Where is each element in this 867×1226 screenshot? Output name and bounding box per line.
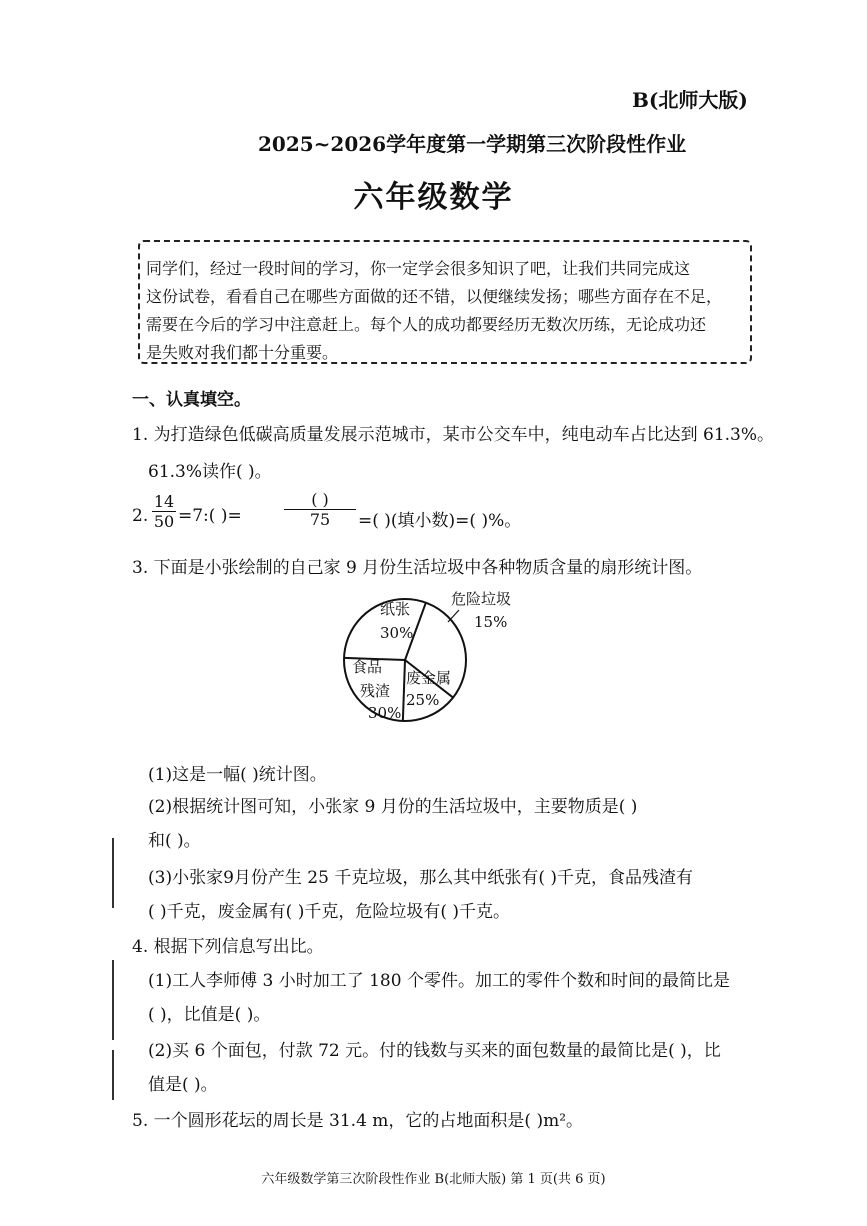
q4-sub1-line2: ( )，比值是( )。 [148, 1005, 271, 1025]
q1-line2: 61.3%读作( )。 [148, 462, 272, 482]
margin-mark [112, 960, 114, 1040]
q1-line1: 1. 为打造绿色低碳高质量发展示范城市，某市公交车中，纯电动车占比达到 61.3%。 [132, 425, 775, 445]
pie-label-paper-value: 30% [380, 624, 414, 642]
pie-label-metal: 废金属 [406, 669, 452, 687]
margin-mark [112, 838, 114, 908]
q2-fraction-1 [152, 492, 176, 531]
intro-line-1: 同学们，经过一段时间的学习，你一定学会很多知识了吧，让我们共同完成这 [146, 259, 691, 278]
q2-fraction-2 [284, 490, 356, 529]
intro-line-2: 这份试卷，看看自己在哪些方面做的还不错，以便继续发扬；哪些方面存在不足， [146, 287, 723, 306]
q4-stem: 4. 根据下列信息写出比。 [132, 937, 324, 957]
q2-frac1-denominator: 50 [153, 512, 175, 531]
pie-label-food-2: 残渣 [360, 682, 391, 700]
pie-label-food: 食品 [352, 658, 383, 676]
pie-label-food-value: 30% [368, 704, 402, 722]
q2-part2: =( )(填小数)=( )%。 [358, 511, 522, 531]
q2-part1: =7:( )= [178, 506, 242, 526]
q2-number: 2. [132, 506, 149, 526]
pie-label-hazard-value: 15% [474, 613, 508, 631]
pie-label-paper: 纸张 [380, 600, 411, 618]
page-footer: 六年级数学第三次阶段性作业 B(北师大版) 第 1 页(共 6 页) [261, 1172, 606, 1187]
q4-sub2-line1: (2)买 6 个面包，付款 72 元。付的钱数与买来的面包数量的最简比是( )，比 [148, 1041, 721, 1061]
q2-frac2-numerator: ( ) [311, 490, 329, 509]
subject-title: 六年级数学 [353, 180, 514, 215]
q3-sub3-line2: ( )千克，废金属有( )千克，危险垃圾有( )千克。 [148, 902, 511, 922]
q4-sub1-line1: (1)工人李师傅 3 小时加工了 180 个零件。加工的零件个数和时间的最简比是 [148, 971, 730, 991]
exam-title: 2025~2026学年度第一学期第三次阶段性作业 [258, 132, 687, 156]
pie-label-metal-value: 25% [406, 691, 440, 709]
pie-label-leader [448, 610, 459, 622]
intro-line-4: 是失败对我们都十分重要。 [146, 343, 339, 362]
q5-text: 5. 一个圆形花坛的周长是 31.4 m，它的占地面积是( )m²。 [132, 1111, 584, 1131]
pie-chart [330, 572, 580, 752]
edition-label: B(北师大版) [632, 88, 748, 112]
q2-frac2-denominator: 75 [309, 510, 331, 529]
intro-line-3: 需要在今后的学习中注意赶上。每个人的成功都要经历无数次历练，无论成功还 [146, 315, 707, 334]
pie-label-hazard: 危险垃圾 [451, 590, 512, 608]
q3-stem: 3. 下面是小张绘制的自己家 9 月份生活垃圾中各种物质含量的扇形统计图。 [132, 558, 703, 578]
q3-sub2-line2: 和( )。 [148, 831, 201, 851]
q3-sub1: (1)这是一幅( )统计图。 [148, 765, 327, 785]
q3-sub3-line1: (3)小张家9月份产生 25 千克垃圾，那么其中纸张有( )千克，食品残渣有 [148, 868, 694, 888]
section-heading: 一、认真填空。 [132, 390, 251, 410]
q2-frac1-numerator: 14 [153, 492, 175, 511]
q4-sub2-line2: 值是( )。 [148, 1075, 218, 1095]
margin-mark [112, 1050, 114, 1100]
q3-sub2-line1: (2)根据统计图可知，小张家 9 月份的生活垃圾中，主要物质是( ) [148, 797, 638, 817]
